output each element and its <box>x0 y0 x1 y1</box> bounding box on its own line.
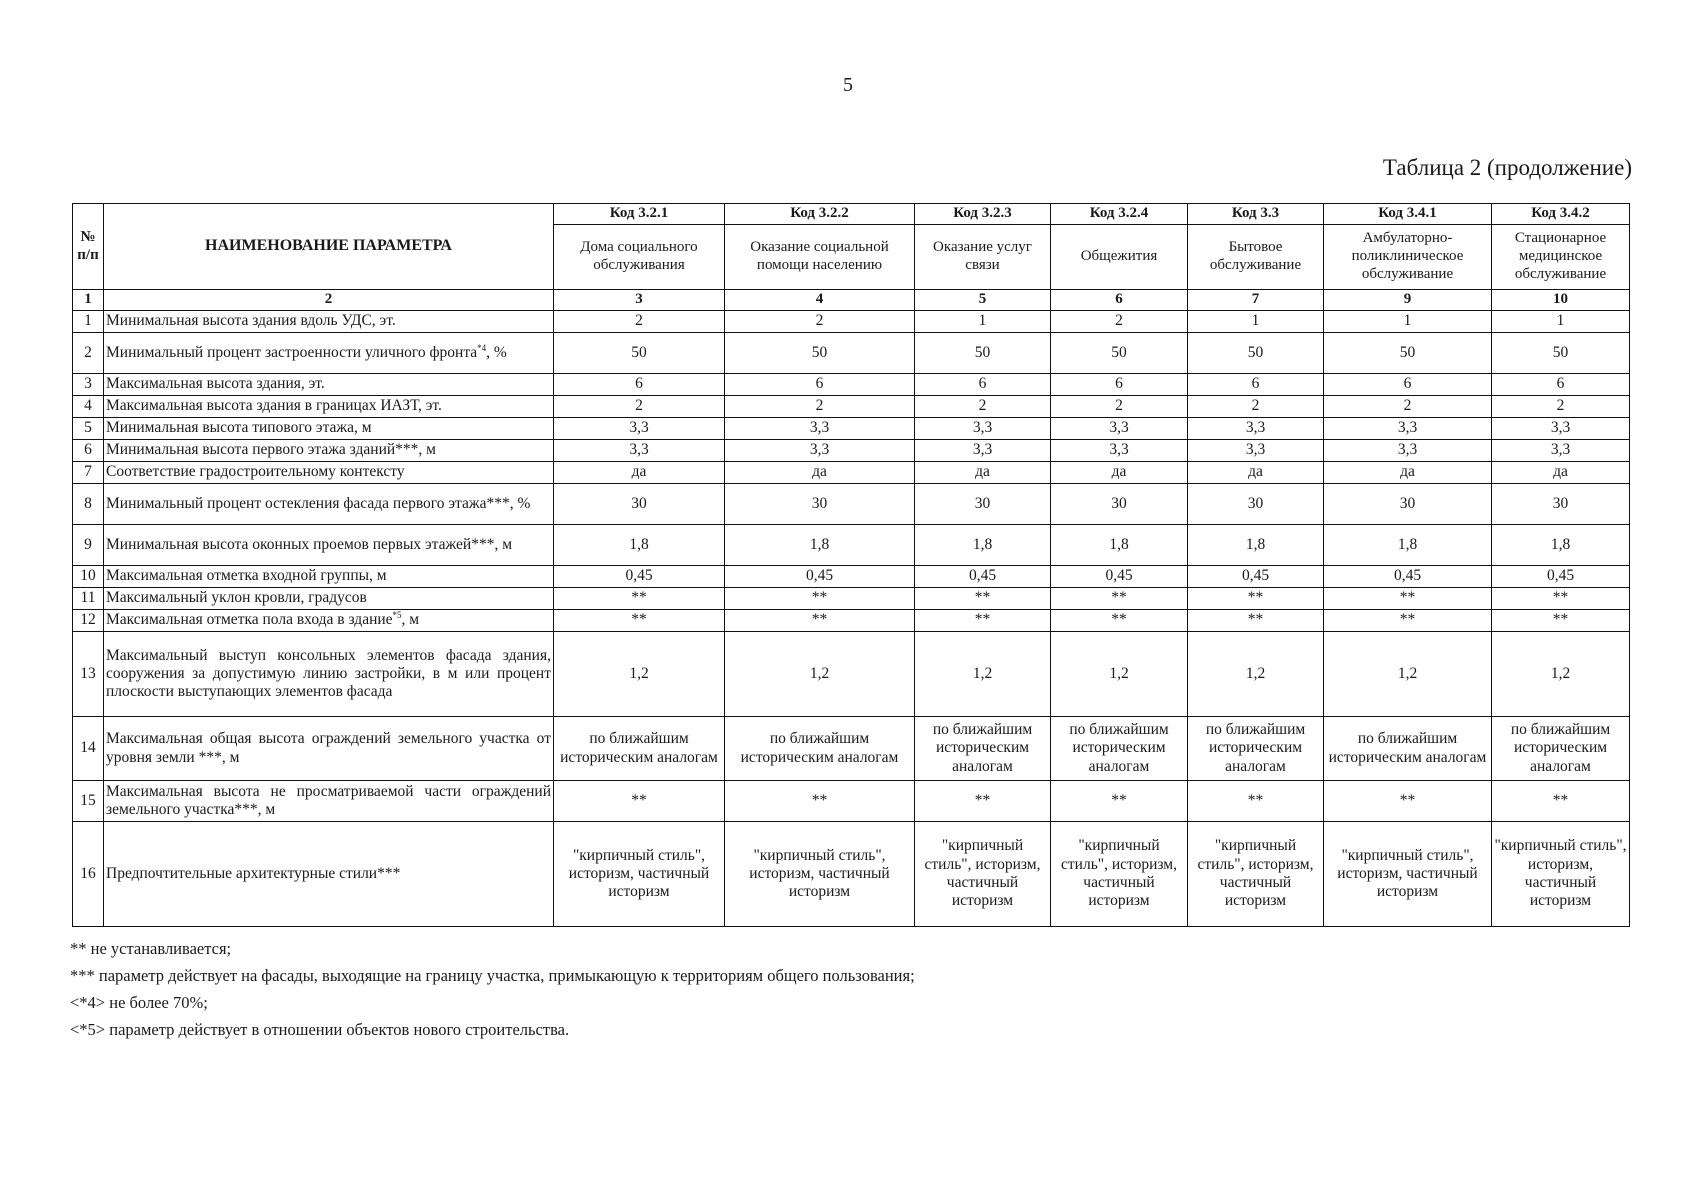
parameters-table <box>72 203 1630 927</box>
table-row <box>73 374 1630 396</box>
table-row <box>73 311 1630 333</box>
parameter-name-text: Соответствие градостроительному контексту <box>106 463 405 481</box>
value-cell: 6 <box>1051 374 1188 396</box>
value-cell: 6 <box>1324 374 1492 396</box>
table-row <box>73 484 1630 525</box>
value-cell: 3,3 <box>554 440 725 462</box>
column-index: 10 <box>1492 290 1630 311</box>
footnote: ** не устанавливается; <box>70 939 232 958</box>
parameter-name-text: Максимальная высота здания в границах ИАЗТ, эт. <box>106 397 442 415</box>
footnote: <*4> не более 70%; <box>70 993 208 1012</box>
value-cell: "кирпичный стиль", историзм, частичный историзм <box>1324 822 1492 927</box>
value-cell: 3,3 <box>1188 418 1324 440</box>
value-cell: 0,45 <box>1188 566 1324 588</box>
column-index: 5 <box>915 290 1051 311</box>
column-index: 3 <box>554 290 725 311</box>
header-code: Код 3.3 <box>1188 204 1324 225</box>
parameter-name-text: Максимальная высота не просматриваемой части ограждений земельного участка***, м <box>106 782 551 818</box>
value-cell: 1,8 <box>1051 525 1188 566</box>
parameter-name <box>104 822 554 927</box>
value-cell: 50 <box>1492 333 1630 374</box>
footnote-reference: *5 <box>392 610 402 621</box>
value-cell: ** <box>1188 781 1324 822</box>
value-cell: 30 <box>1492 484 1630 525</box>
value-cell: 1,8 <box>725 525 915 566</box>
value-cell: ** <box>1051 781 1188 822</box>
value-cell: 3,3 <box>915 418 1051 440</box>
header-code: Код 3.2.4 <box>1051 204 1188 225</box>
value-cell: ** <box>1492 588 1630 610</box>
value-cell: 3,3 <box>1324 418 1492 440</box>
row-number: 9 <box>73 525 104 566</box>
parameter-name <box>104 566 554 588</box>
value-cell: 6 <box>1188 374 1324 396</box>
value-cell: ** <box>1492 781 1630 822</box>
value-cell: да <box>1188 462 1324 484</box>
table-row <box>73 440 1630 462</box>
value-cell: ** <box>1492 610 1630 632</box>
header-code: Код 3.4.2 <box>1492 204 1630 225</box>
value-cell: 1 <box>1188 311 1324 333</box>
value-cell: 2 <box>1324 396 1492 418</box>
row-number: 1 <box>73 311 104 333</box>
value-cell: 30 <box>1188 484 1324 525</box>
parameter-name <box>104 311 554 333</box>
parameter-name-text: Минимальный процент остекления фасада первого этажа***, % <box>106 494 531 512</box>
value-cell: "кирпичный стиль", историзм, частичный историзм <box>1051 822 1188 927</box>
header-code: Код 3.2.3 <box>915 204 1051 225</box>
row-number: 7 <box>73 462 104 484</box>
parameter-name <box>104 396 554 418</box>
parameter-name <box>104 418 554 440</box>
row-number: 13 <box>73 632 104 717</box>
value-cell: ** <box>1324 610 1492 632</box>
value-cell: 2 <box>554 396 725 418</box>
parameter-name <box>104 525 554 566</box>
value-cell: 50 <box>554 333 725 374</box>
table-caption: Таблица 2 (продолжение) <box>1382 155 1632 180</box>
page-number: 5 <box>843 74 853 96</box>
value-cell: ** <box>915 588 1051 610</box>
value-cell: ** <box>1051 610 1188 632</box>
header-description: Оказание услуг связи <box>915 225 1051 290</box>
header-description: Общежития <box>1051 225 1188 290</box>
row-number: 14 <box>73 717 104 781</box>
header-code: Код 3.4.1 <box>1324 204 1492 225</box>
header-description: Дома социального обслуживания <box>554 225 725 290</box>
value-cell: 1 <box>915 311 1051 333</box>
header-description: Стационарное медицинское обслуживание <box>1492 225 1630 290</box>
value-cell: 1,2 <box>1188 632 1324 717</box>
parameter-name <box>104 588 554 610</box>
value-cell: 0,45 <box>1051 566 1188 588</box>
value-cell: 1,2 <box>915 632 1051 717</box>
value-cell: ** <box>725 781 915 822</box>
value-cell: да <box>554 462 725 484</box>
table-body <box>73 311 1630 927</box>
value-cell: 2 <box>725 396 915 418</box>
value-cell: 6 <box>554 374 725 396</box>
parameter-name-text: Минимальная высота типового этажа, м <box>106 419 372 437</box>
parameter-name-text: Максимальный уклон кровли, градусов <box>106 589 367 607</box>
row-number: 3 <box>73 374 104 396</box>
value-cell: "кирпичный стиль", историзм, частичный историзм <box>1492 822 1630 927</box>
parameter-name-text: Максимальная отметка входной группы, м <box>106 567 387 585</box>
table-row <box>73 781 1630 822</box>
column-index: 9 <box>1324 290 1492 311</box>
table-row <box>73 418 1630 440</box>
parameter-name-text: Максимальный выступ консольных элементов фасада здания, сооружения за допустимую линию застройки, в м или процент плоскости выступающих элементов фасада <box>106 646 551 701</box>
value-cell: 0,45 <box>554 566 725 588</box>
value-cell: 2 <box>725 311 915 333</box>
value-cell: 1,2 <box>1324 632 1492 717</box>
row-number: 2 <box>73 333 104 374</box>
value-cell: ** <box>1188 610 1324 632</box>
table-row <box>73 396 1630 418</box>
value-cell: 1,8 <box>915 525 1051 566</box>
value-cell: по ближайшим историческим аналогам <box>1188 717 1324 781</box>
value-cell: да <box>1492 462 1630 484</box>
parameter-name-text: Максимальная высота здания, эт. <box>106 375 325 393</box>
value-cell: 1,8 <box>1324 525 1492 566</box>
parameter-name-text: Минимальная высота первого этажа зданий***, м <box>106 441 436 459</box>
footnote: <*5> параметр действует в отношении объектов нового строительства. <box>70 1020 570 1039</box>
value-cell: 3,3 <box>915 440 1051 462</box>
row-number: 16 <box>73 822 104 927</box>
footnotes <box>70 935 915 1043</box>
value-cell: по ближайшим историческим аналогам <box>1051 717 1188 781</box>
parameter-name-text: Минимальная высота здания вдоль УДС, эт. <box>106 312 396 330</box>
table-row <box>73 566 1630 588</box>
parameter-name <box>104 462 554 484</box>
parameter-name <box>104 632 554 717</box>
value-cell: по ближайшим историческим аналогам <box>554 717 725 781</box>
parameter-unit: , м <box>401 611 420 629</box>
value-cell: по ближайшим историческим аналогам <box>1324 717 1492 781</box>
header-parameter-name: НАИМЕНОВАНИЕ ПАРАМЕТРА <box>104 204 554 290</box>
row-number: 15 <box>73 781 104 822</box>
value-cell: 3,3 <box>1324 440 1492 462</box>
column-index: 4 <box>725 290 915 311</box>
column-index: 6 <box>1051 290 1188 311</box>
parameter-name <box>104 717 554 781</box>
row-number: 10 <box>73 566 104 588</box>
value-cell: по ближайшим историческим аналогам <box>915 717 1051 781</box>
value-cell: 3,3 <box>1051 418 1188 440</box>
table-row <box>73 462 1630 484</box>
column-index: 7 <box>1188 290 1324 311</box>
value-cell: да <box>915 462 1051 484</box>
row-number: 8 <box>73 484 104 525</box>
column-index: 1 <box>73 290 104 311</box>
value-cell: 2 <box>915 396 1051 418</box>
value-cell: ** <box>1188 588 1324 610</box>
value-cell: 6 <box>915 374 1051 396</box>
table-row <box>73 525 1630 566</box>
value-cell: 2 <box>1188 396 1324 418</box>
row-number: 11 <box>73 588 104 610</box>
value-cell: 30 <box>1324 484 1492 525</box>
row-number: 6 <box>73 440 104 462</box>
value-cell: ** <box>725 610 915 632</box>
value-cell: 1,8 <box>1188 525 1324 566</box>
table-row <box>73 822 1630 927</box>
value-cell: 30 <box>915 484 1051 525</box>
value-cell: 1 <box>1492 311 1630 333</box>
value-cell: 50 <box>1324 333 1492 374</box>
value-cell: 2 <box>1051 396 1188 418</box>
table-row <box>73 333 1630 374</box>
value-cell: 1,2 <box>725 632 915 717</box>
value-cell: 0,45 <box>915 566 1051 588</box>
value-cell: 1,2 <box>1051 632 1188 717</box>
value-cell: 3,3 <box>1492 418 1630 440</box>
parameter-name <box>104 440 554 462</box>
value-cell: ** <box>1324 588 1492 610</box>
parameter-name <box>104 781 554 822</box>
value-cell: 1,2 <box>1492 632 1630 717</box>
parameter-name-text: Предпочтительные архитектурные стили*** <box>106 864 401 882</box>
value-cell: 3,3 <box>554 418 725 440</box>
header-num: № п/п <box>73 204 104 290</box>
value-cell: по ближайшим историческим аналогам <box>1492 717 1630 781</box>
value-cell: "кирпичный стиль", историзм, частичный историзм <box>1188 822 1324 927</box>
value-cell: ** <box>554 610 725 632</box>
table-row <box>73 610 1630 632</box>
value-cell: 0,45 <box>725 566 915 588</box>
value-cell: ** <box>915 610 1051 632</box>
value-cell: ** <box>1324 781 1492 822</box>
parameter-unit: , % <box>486 343 507 361</box>
value-cell: 2 <box>1492 396 1630 418</box>
footnote: *** параметр действует на фасады, выходящие на границу участка, примыкающую к территориям общего пользования; <box>70 966 915 985</box>
header-code: Код 3.2.2 <box>725 204 915 225</box>
value-cell: 3,3 <box>1492 440 1630 462</box>
value-cell: "кирпичный стиль", историзм, частичный историзм <box>725 822 915 927</box>
column-index: 2 <box>104 290 554 311</box>
parameter-name-text: Максимальная общая высота ограждений земельного участка от уровня земли ***, м <box>106 730 551 766</box>
value-cell: 1,8 <box>1492 525 1630 566</box>
value-cell: 6 <box>725 374 915 396</box>
parameter-name <box>104 610 554 632</box>
value-cell: 3,3 <box>725 418 915 440</box>
parameter-name-text: Максимальная отметка пола входа в здание <box>106 611 393 629</box>
value-cell: ** <box>554 588 725 610</box>
value-cell: 50 <box>725 333 915 374</box>
value-cell: 0,45 <box>1324 566 1492 588</box>
value-cell: 50 <box>915 333 1051 374</box>
value-cell: 6 <box>1492 374 1630 396</box>
value-cell: 3,3 <box>725 440 915 462</box>
row-number: 5 <box>73 418 104 440</box>
value-cell: ** <box>554 781 725 822</box>
value-cell: да <box>725 462 915 484</box>
header-description: Бытовое обслуживание <box>1188 225 1324 290</box>
footnote-reference: *4 <box>477 342 487 353</box>
table-row <box>73 588 1630 610</box>
value-cell: 30 <box>1051 484 1188 525</box>
value-cell: 50 <box>1051 333 1188 374</box>
parameter-name <box>104 333 554 374</box>
row-number: 12 <box>73 610 104 632</box>
value-cell: 1 <box>1324 311 1492 333</box>
parameter-name-text: Минимальный процент застроенности уличного фронта <box>106 343 478 361</box>
table-row <box>73 632 1630 717</box>
value-cell: 3,3 <box>1051 440 1188 462</box>
value-cell: да <box>1051 462 1188 484</box>
value-cell: 0,45 <box>1492 566 1630 588</box>
value-cell: 1,2 <box>554 632 725 717</box>
value-cell: "кирпичный стиль", историзм, частичный историзм <box>554 822 725 927</box>
parameter-name <box>104 374 554 396</box>
header-description: Оказание социальной помощи населению <box>725 225 915 290</box>
value-cell: 3,3 <box>1188 440 1324 462</box>
value-cell: по ближайшим историческим аналогам <box>725 717 915 781</box>
value-cell: да <box>1324 462 1492 484</box>
value-cell: 50 <box>1188 333 1324 374</box>
value-cell: 30 <box>554 484 725 525</box>
header-code: Код 3.2.1 <box>554 204 725 225</box>
parameter-name <box>104 484 554 525</box>
value-cell: "кирпичный стиль", историзм, частичный историзм <box>915 822 1051 927</box>
table-row <box>73 717 1630 781</box>
value-cell: 1,8 <box>554 525 725 566</box>
row-number: 4 <box>73 396 104 418</box>
value-cell: 2 <box>554 311 725 333</box>
value-cell: 30 <box>725 484 915 525</box>
value-cell: ** <box>915 781 1051 822</box>
value-cell: ** <box>725 588 915 610</box>
value-cell: ** <box>1051 588 1188 610</box>
parameter-name-text: Минимальная высота оконных проемов первых этажей***, м <box>106 535 512 553</box>
header-description: Амбулаторно-поликлиническое обслуживание <box>1324 225 1492 290</box>
value-cell: 2 <box>1051 311 1188 333</box>
